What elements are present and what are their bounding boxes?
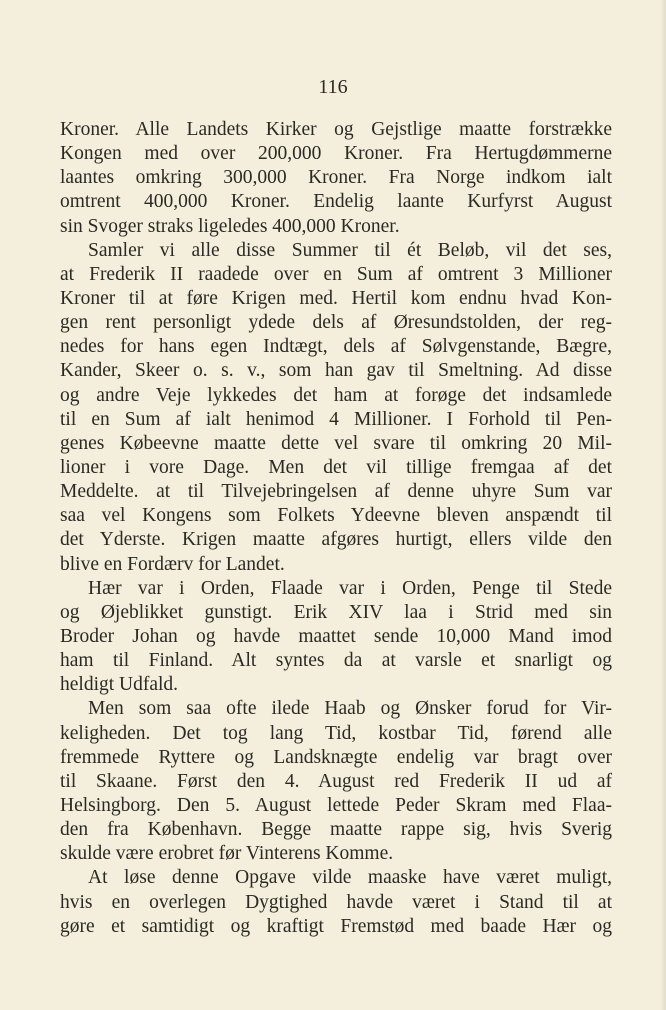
page-edge-shadow: [660, 0, 666, 1010]
body-text: [60, 118, 612, 939]
text-line: At løse denne Opgave vilde maaske have været muligt,: [88, 867, 612, 889]
text-line: at Frederik II raadede over en Sum af omtrent 3 Millioner: [60, 263, 612, 285]
text-line: Samler vi alle disse Summer til ét Beløb, vil det ses,: [88, 239, 612, 261]
text-line: lioner i vore Dage. Men det vil tillige fremgaa af det: [60, 456, 612, 478]
text-line: Broder Johan og havde maattet sende 10,000 Mand imod: [60, 625, 612, 647]
text-line: gen rent personligt ydede dels af Øresundstolden, der reg-: [60, 312, 612, 334]
text-line: skulde være erobret før Vinterens Komme.: [60, 843, 394, 865]
text-line: laantes omkring 300,000 Kroner. Fra Norge indkom ialt: [60, 167, 612, 189]
text-line: den fra København. Begge maatte rappe sig, hvis Sverig: [60, 819, 612, 841]
text-line: til Skaane. Først den 4. August red Frederik II ud af: [60, 770, 612, 792]
text-line: Kander, Skeer o. s. v., som han gav til Smeltning. Ad disse: [60, 360, 612, 382]
text-line: fremmede Ryttere og Landsknægte endelig var bragt over: [60, 746, 612, 768]
page-number: 116: [318, 76, 348, 98]
text-line: og andre Veje lykkedes det ham at forøge det indsamlede: [60, 384, 612, 406]
text-line: Men som saa ofte ilede Haab og Ønsker forud for Vir-: [88, 698, 612, 720]
text-line: blive en Fordærv for Landet.: [60, 553, 285, 575]
text-line: Kroner. Alle Landets Kirker og Gejstlige maatte forstrække: [60, 119, 612, 140]
text-line: hvis en overlegen Dygtighed havde været i Stand til at: [60, 891, 612, 913]
text-line: og Øjeblikket gunstigt. Erik XIV laa i Strid med sin: [60, 601, 612, 623]
text-line: Helsingborg. Den 5. August lettede Peder Skram med Flaa-: [60, 794, 612, 816]
text-line: det Yderste. Krigen maatte afgøres hurtigt, ellers vilde den: [60, 529, 612, 551]
text-line: omtrent 400,000 Kroner. Endelig laante Kurfyrst August: [60, 191, 612, 213]
text-line: keligheden. Det tog lang Tid, kostbar Tid, førend alle: [60, 722, 612, 744]
text-line: nedes for hans egen Indtægt, dels af Sølvgenstande, Bægre,: [60, 336, 612, 358]
text-line: til en Sum af ialt henimod 4 Millioner. I Forhold til Pen-: [60, 408, 612, 430]
text-line: Meddelte. at til Tilvejebringelsen af denne uhyre Sum var: [60, 481, 612, 503]
text-line: saa vel Kongens som Folkets Ydeevne bleven anspændt til: [60, 505, 612, 527]
text-line: genes Købeevne maatte dette vel svare til omkring 20 Mil-: [60, 432, 612, 454]
text-line: sin Svoger straks ligeledes 400,000 Kroner.: [60, 215, 400, 237]
text-line: Kroner til at føre Krigen med. Hertil kom endnu hvad Kon-: [60, 287, 612, 309]
text-line: Hær var i Orden, Flaade var i Orden, Penge til Stede: [88, 577, 612, 599]
text-line: Kongen med over 200,000 Kroner. Fra Hertugdømmerne: [60, 143, 612, 165]
text-line: gøre et samtidigt og kraftigt Fremstød med baade Hær og: [60, 915, 612, 937]
text-line: heldigt Udfald.: [60, 674, 179, 696]
text-line: ham til Finland. Alt syntes da at varsle et snarligt og: [60, 650, 612, 672]
